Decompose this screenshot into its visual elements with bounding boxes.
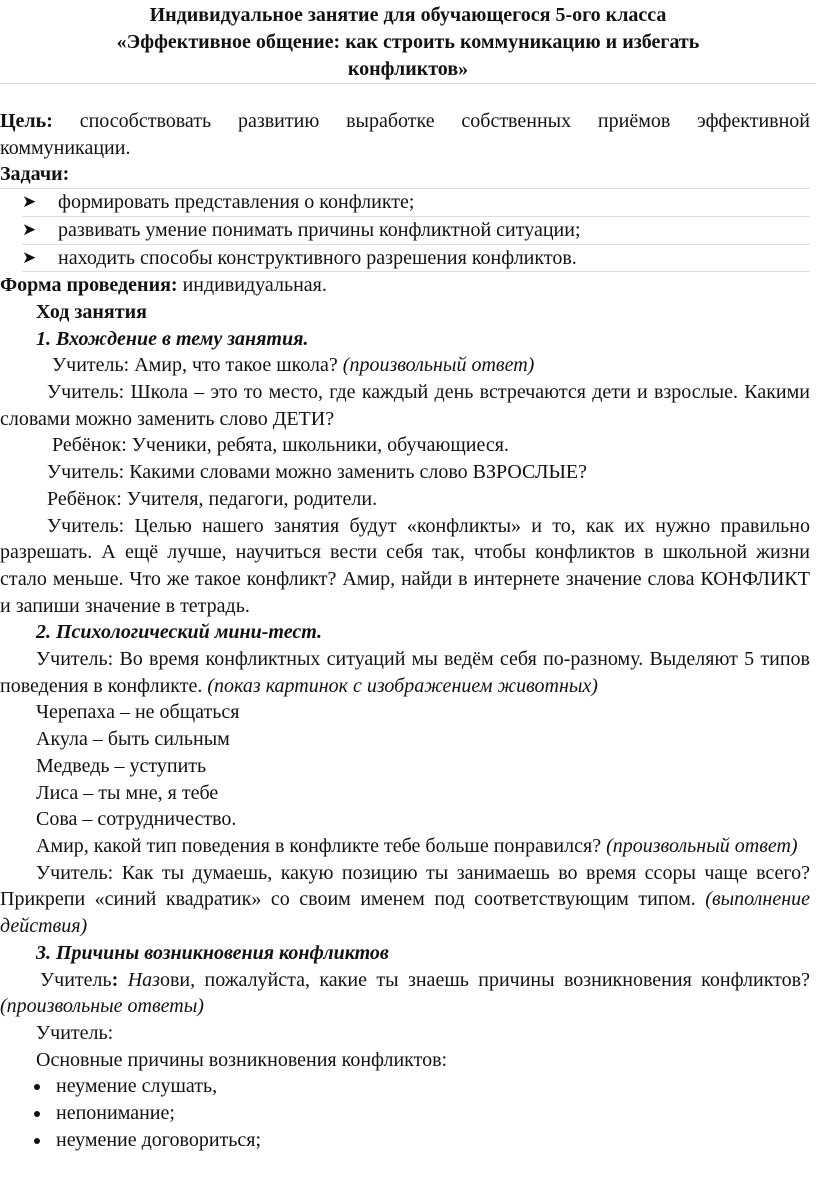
section3-p1: Учитель: Назови, пожалуйста, какие ты знаешь причины возникновения конфликтов? (произвольные ответы) [0,968,810,1018]
section2-question: Амир, какой тип поведения в конфликте тебе больше понравился? (произвольный ответ) [36,834,798,857]
arrow-bullet-icon: ➤ [22,247,37,267]
document-body [0,108,816,1153]
behavior-type: Медведь – уступить [36,754,207,777]
tasks-label: Задачи: [0,161,810,189]
title-line-2: «Эффективное общение: как строить коммуникацию и избегать [116,31,700,53]
title-line-1: Индивидуальное занятие для обучающегося 5-ого класса [149,4,667,26]
arrow-bullet-icon: ➤ [22,192,37,212]
section3-p2: Учитель: [36,1021,114,1044]
goal-text: способствовать развитию выработке собственных приёмов эффективной коммуникации. [0,110,810,159]
task-item: ➤ формировать представления о конфликте; [22,189,810,217]
behavior-type: Сова – сотрудничество. [36,808,237,831]
section3-p3: Основные причины возникновения конфликтов: [36,1048,448,1071]
bullet-dot-icon [34,1084,40,1090]
cause-item: неумение слушать, [32,1073,810,1100]
goal-paragraph [0,108,810,161]
section1-p2: Учитель: Школа – это то место, где каждый день встречаются дети и взрослые. Какими словами можно заменить слово ДЕТИ? [0,381,810,430]
section2-p1: Учитель: Во время конфликтных ситуаций мы ведём себя по-разному. Выделяют 5 типов поведения в конфликте. (показ картинок с изображением животных) [0,648,810,697]
title-divider [0,83,816,84]
section1-p3: Ребёнок: Ученики, ребята, школьники, обучающиеся. [52,434,509,457]
section1-heading: 1. Вхождение в тему занятия. [36,327,309,350]
section2-p2: Учитель: Как ты думаешь, какую позицию ты занимаешь во время ссоры чаще всего? Прикрепи «синий квадратик» со своим именем под соответствующим типом. (выполнение действия) [0,861,810,938]
task-item: ➤ находить способы конструктивного разрешения конфликтов. [22,245,810,273]
title-line-3: конфликтов» [347,58,469,80]
section3-heading: 3. Причины возникновения конфликтов [36,941,389,964]
section2-heading: 2. Психологический мини-тест. [36,621,322,644]
cause-item: непонимание; [32,1100,810,1127]
course-heading: Ход занятия [36,300,147,323]
task-item: ➤ развивать умение понимать причины конфликтной ситуации; [22,217,810,245]
section1-p6: Учитель: Целью нашего занятия будут «конфликты» и то, как их нужно правильно разрешать. А ещё лучше, научиться вести себя так, чтобы конфликтов в школьной жизни стало меньше. Что же такое конфликт? Амир, найди в интернете значение слова КОНФЛИКТ и запиши значение в тетрадь. [0,514,810,617]
goal-label: Цель: [0,110,53,132]
form-label: Форма проведения: [0,274,178,297]
behavior-type: Черепаха – не общаться [36,701,240,724]
form-text: индивидуальная. [177,274,327,297]
section1-p1: Учитель: Амир, что такое школа? (произвольный ответ) [52,354,535,377]
tasks-list [0,189,810,272]
bullet-dot-icon [34,1138,40,1144]
document-title [0,0,816,83]
bullet-dot-icon [34,1111,40,1117]
behavior-type: Лиса – ты мне, я тебе [36,781,219,804]
arrow-bullet-icon: ➤ [22,219,37,239]
cause-item: неумение договориться; [32,1127,810,1154]
form-paragraph [0,272,810,299]
section1-p5: Ребёнок: Учителя, педагоги, родители. [47,487,378,510]
behavior-type: Акула – быть сильным [36,728,230,751]
causes-list [0,1073,810,1153]
section1-p4: Учитель: Какими словами можно заменить слово ВЗРОСЛЫЕ? [47,461,587,484]
